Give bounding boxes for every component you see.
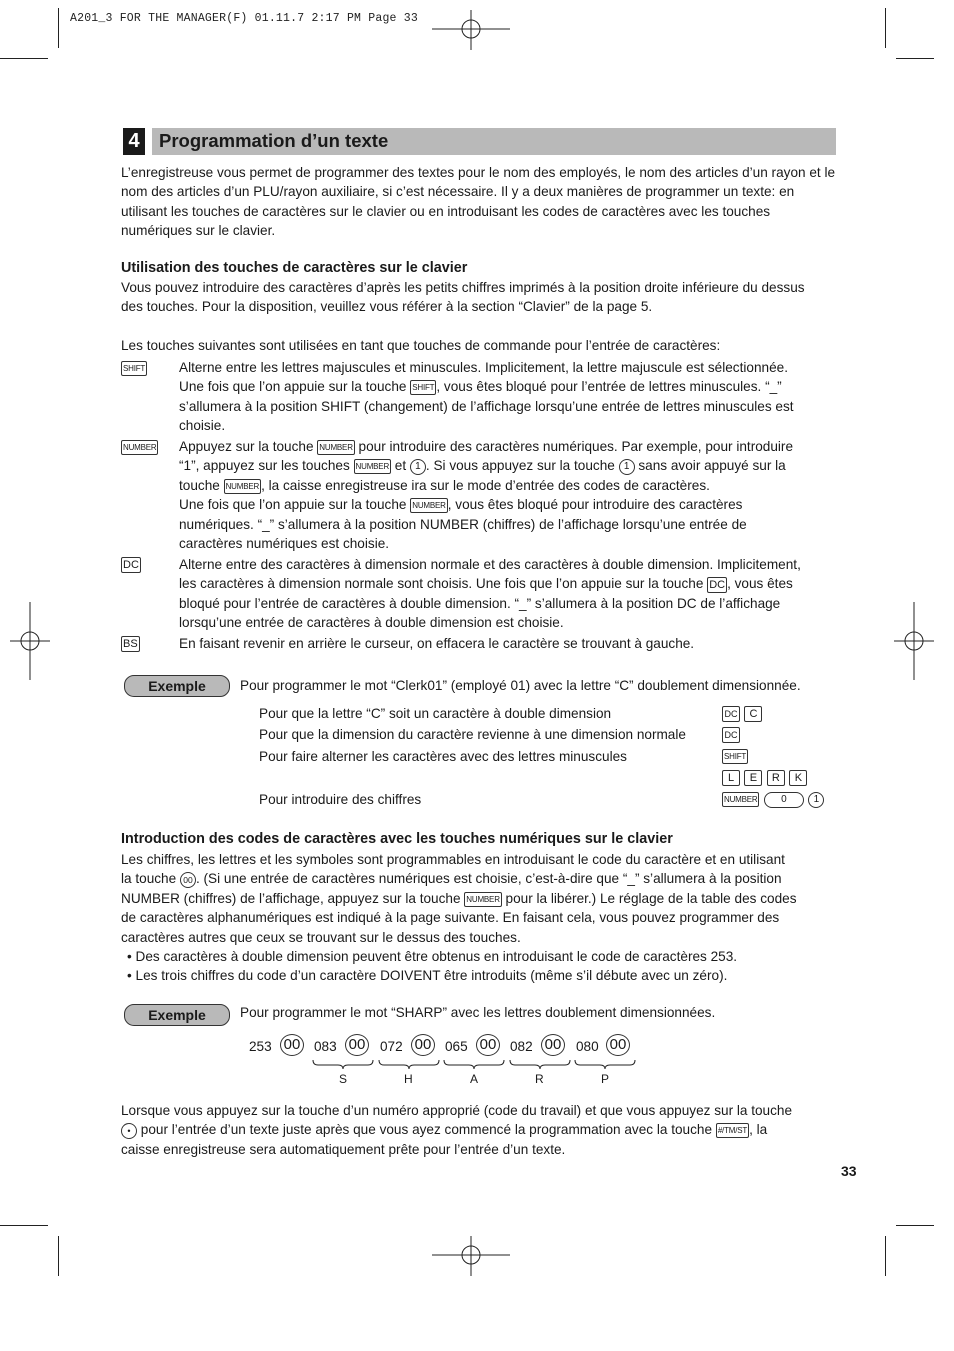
example-badge-1: Exemple [124, 675, 230, 697]
final-paragraph: Lorsque vous appuyez sur la touche d’un numéro approprié (code du travail) et que vous appuyez sur la touche • pour l’entrée d’un texte juste après que vous ayez commencé la programmation avec la touche #/TM/ST , la caisse enregistreuse sera automatiquement prête pour l’entrée d’un texte. [121, 1103, 793, 1157]
example-1-step-2: Pour que la dimension du caractère revienne à une dimension normale [259, 727, 686, 742]
section-title: Programmation d’un texte [159, 130, 389, 151]
dc-description: Alterne entre des caractères à dimension normale et des caractères à double dimension. Implicitement, les caractères à dimension normale sont choisis. Une fois que l’on appuie sur la touche DC , vous êtes bloqué pour l’entrée de caractères à double dimension. “_” s’allumera à la position DC de l’affichage lorsqu’une entrée de caractères à double dimension est choisie. [179, 557, 801, 631]
example-1-keys-row-4: L E R K [722, 769, 807, 787]
letter-r: R [535, 1072, 544, 1086]
letter-s: S [339, 1072, 348, 1086]
code-082: 082 [510, 1039, 533, 1054]
subsection-title-codes: Introduction des codes de caractères avec les touches numériques sur le clavier [121, 831, 673, 847]
double-zero-key-icon: 00 [476, 1034, 500, 1056]
shift-key-icon: SHIFT [410, 380, 436, 395]
letter-a: A [470, 1072, 479, 1086]
double-zero-key-icon: 00 [411, 1034, 435, 1056]
shift-key-icon: SHIFT [121, 360, 147, 378]
example-1-step-4: Pour introduire des chiffres [259, 792, 422, 807]
double-zero-key-icon: 00 [606, 1034, 630, 1056]
section-number: 4 [123, 128, 145, 155]
bs-description: En faisant revenir en arrière le curseur, on effacera le caractère se trouvant à gauche. [179, 636, 695, 651]
shift-description: Alterne entre les lettres majuscules et minuscules. Implicitement, la lettre majuscule est sélectionnée. Une fois que l’on appuie sur la touche SHIFT , vous êtes bloqué pour l’entrée de lettres minuscules. “_” s’allumera à la position SHIFT (changement) de l’affichage lorsqu’une entrée de lettres minuscules est choisie. [179, 360, 794, 434]
registration-mark-left [10, 602, 50, 682]
example-1-keys-row-2: DC [722, 726, 740, 744]
example-1-keys-row-1: DC C [722, 705, 762, 723]
number-key-icon: NUMBER [121, 439, 158, 457]
number-description: Appuyez sur la touche NUMBER pour introduire des caractères numériques. Par exemple, pour introduire “1”, appuyez sur les touches NUMBER et 1 . Si vous appuyez sur la touche 1 sans avoir appuyé sur la touche NUMBER , la caisse enregistreuse ira sur le mode d’entrée des codes de caractères. Une fois que l’on appuie sur la touche NUMBER , vous êtes bloqué pour introduire des caractères numériques. “_” s’allumera à la position NUMBER (chiffres) de l’affichage lorsqu’une entrée de caractères numériques est choisie. [179, 439, 794, 552]
double-zero-key-icon: 00 [280, 1034, 304, 1056]
keys-paragraph-2: Les touches suivantes sont utilisées en tant que touches de commande pour l’entrée de caractères: [121, 338, 721, 353]
brace-group [310, 1058, 640, 1072]
registration-mark-top [432, 10, 512, 50]
print-header: A201_3 FOR THE MANAGER(F) 01.11.7 2:17 PM Page 33 [70, 12, 418, 25]
example-1-keys-row-3: SHIFT [722, 748, 748, 766]
example-1-step-1: Pour que la lettre “C” soit un caractère à double dimension [259, 706, 612, 721]
bs-key-icon: BS [123, 637, 138, 650]
letter-h: H [404, 1072, 413, 1086]
double-zero-key-icon: 00 [541, 1034, 565, 1056]
tmst-key-icon: #/TM/ST [716, 1123, 749, 1138]
double-zero-key-icon: 00 [345, 1034, 369, 1056]
code-083: 083 [314, 1039, 337, 1054]
dot-key-icon: • [121, 1123, 137, 1139]
page-number: 33 [841, 1163, 857, 1179]
registration-mark-right [894, 602, 934, 682]
example-badge-2: Exemple [124, 1004, 230, 1026]
keys-paragraph-1: Vous pouvez introduire des caractères d’après les petits chiffres imprimés à la position droite inférieure du dessus des touches. Pour la disposition, veuillez vous référer à la section “Clavier” de la page 5. [121, 280, 805, 315]
example-1-step-3: Pour faire alterner les caractères avec des lettres minuscules [259, 749, 627, 764]
section-title-bar [152, 128, 836, 155]
code-072: 072 [380, 1039, 403, 1054]
example-1-description: Pour programmer le mot “Clerk01” (employé 01) avec la lettre “C” doublement dimensionnée. [240, 678, 801, 693]
registration-mark-bottom [432, 1236, 512, 1276]
letter-p: P [601, 1072, 610, 1086]
code-080: 080 [576, 1039, 599, 1054]
codes-paragraph: Les chiffres, les lettres et les symboles sont programmables en introduisant le code du caractère et en utilisant la touche 00 . (Si une entrée de caractères numériques est choisie, c’est-à-dire que “_” s’allumera à la position NUMBER (chiffres) de l’affichage, appuyez sur la touche NUMBER pour la libérer.) Le réglage de la table des codes de caractères alphanumériques est indiqué à la page suivante. En faisant cela, vous pouvez programmer des caractères autres que ceux se trouvant sur le dessus des touches. • Des caractères à double dimension peuvent être obtenus en introduisant le code de caractères 253. • Les trois chiffres du code d’un caractère DOIVENT être introduits (même s’il débute avec un zéro). [121, 852, 797, 984]
code-253: 253 [249, 1039, 272, 1054]
dc-key-icon: DC [123, 558, 139, 571]
example-2-description: Pour programmer le mot “SHARP” avec les lettres doublement dimensionnées. [240, 1005, 716, 1020]
subsection-title-keys: Utilisation des touches de caractères sur le clavier [121, 260, 468, 276]
example-1-keys-row-5: NUMBER 0 1 [722, 791, 824, 809]
intro-paragraph: L’enregistreuse vous permet de programmer des textes pour le nom des employés, le nom des articles d’un rayon et le nom des articles d’un PLU/rayon auxiliaire, si c’est nécessaire. Il y a deux manières de programmer un texte: en utilisant les touches de caractères sur le clavier ou en introduisant les codes de caractères avec les touches numériques sur le clavier. [121, 165, 836, 239]
code-065: 065 [445, 1039, 468, 1054]
